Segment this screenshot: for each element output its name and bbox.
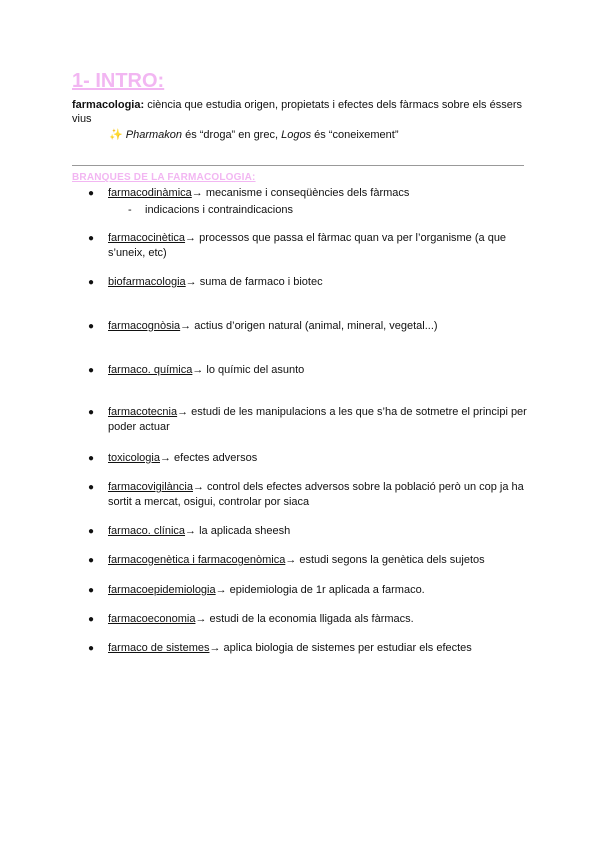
bullet-icon: ●: [88, 643, 95, 654]
definition-paragraph: [72, 98, 542, 126]
branch-desc: → control dels efectes adversos sobre la població però un cop ja ha sortit a mercat, osigui, controlar por siaca: [108, 481, 524, 508]
sub-item-text: indicacions i contraindicacions: [145, 204, 293, 216]
branch-desc: → mecanisme i conseqüències dels fàrmacs: [191, 187, 410, 199]
branch-term: biofarmacologia: [108, 276, 186, 288]
bullet-icon: ●: [88, 453, 95, 464]
definition-text: ciència que estudia origen, propietats i efectes dels fàrmacs sobre els éssers vius: [72, 99, 523, 125]
bullet-icon: ●: [88, 188, 95, 199]
branch-term: toxicologia: [108, 452, 160, 464]
branch-desc: → estudi de les manipulacions a les que s’ha de sotmetre el principi per poder actuar: [108, 406, 527, 433]
bullet-icon: ●: [88, 482, 95, 493]
etymology-word-pharmakon: Pharmakon: [125, 129, 183, 141]
branch-term: farmaco de sistemes: [108, 642, 210, 654]
branch-desc: → aplica biologia de sistemes per estudiar els efectes: [209, 642, 472, 654]
branch-term: farmacotecnia: [108, 406, 178, 418]
bullet-icon: ●: [88, 555, 95, 566]
page-title: 1- INTRO:: [72, 70, 165, 92]
bullet-icon: ●: [88, 614, 95, 625]
branch-desc: → la aplicada sheesh: [185, 525, 291, 537]
bullet-icon: ●: [88, 277, 95, 288]
branch-term: farmacoeconomia: [108, 613, 196, 625]
branch-desc: → efectes adversos: [159, 452, 258, 464]
bullet-icon: ●: [88, 407, 95, 418]
branch-term: farmaco. clínica: [108, 525, 186, 537]
bullet-icon: ●: [88, 233, 95, 244]
branch-desc: → suma de farmaco i biotec: [185, 276, 323, 288]
etymology-mid: és “droga” en grec,: [182, 129, 282, 141]
section-heading: BRANQUES DE LA FARMACOLOGIA:: [72, 172, 256, 183]
branch-desc: → actius d’origen natural (animal, mineral, vegetal...): [180, 320, 438, 332]
branch-term: farmacogenètica i farmacogenòmica: [108, 554, 286, 566]
bullet-icon: ●: [88, 526, 95, 537]
branch-term: farmacovigilància: [108, 481, 193, 493]
bullet-icon: ●: [88, 365, 95, 376]
branch-term: farmaco. química: [108, 364, 193, 376]
branch-term: farmacognòsia: [108, 320, 181, 332]
branch-term: farmacocinètica: [108, 232, 186, 244]
etymology-line: [109, 128, 399, 142]
horizontal-divider: [72, 165, 524, 166]
branch-term: farmacoepidemiologia: [108, 584, 216, 596]
branch-desc: → estudi de la economia lligada als fàrmacs.: [195, 613, 414, 625]
etymology-end: és “coneixement”: [311, 129, 399, 141]
etymology-word-logos: Logos: [281, 129, 312, 141]
definition-term: farmacologia:: [72, 99, 145, 111]
branch-desc: → estudi segons la genètica dels sujetos: [285, 554, 485, 566]
bullet-icon: ●: [88, 585, 95, 596]
sparkles-icon: ✨: [109, 129, 123, 141]
branch-term: farmacodinàmica: [108, 187, 192, 199]
bullet-icon: ●: [88, 321, 95, 332]
dash-icon: -: [128, 204, 132, 216]
branch-desc: → lo químic del asunto: [192, 364, 305, 376]
branch-desc: → epidemiologia de 1r aplicada a farmaco.: [215, 584, 425, 596]
branch-desc: → processos que passa el fàrmac quan va per l’organisme (a que s’uneix, etc): [108, 232, 507, 259]
